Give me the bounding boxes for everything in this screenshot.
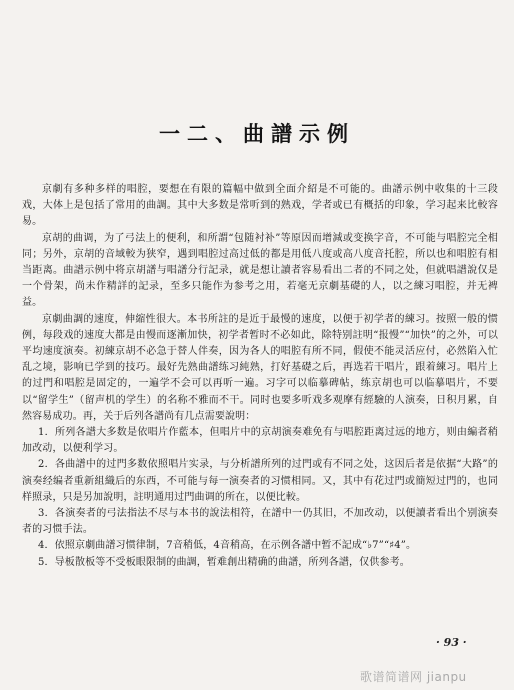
page-number: · 93 · bbox=[436, 636, 467, 649]
paragraph-tempo: 京劇曲調的速度，伸縮性很大。本书所註的是近于最慢的速度，以便于初学者的練习。按照一般的惯例，每段戏的速度大都是由慢而逐漸加快，初学者暂时不必如此，除特别註明“报慢”“加快”的之外，可以平均速度演奏。初練京胡不必急于替人伴奏，因为各人的唱腔有所不同，假使不能灵活应付，必然陷入忙乱之境，影响已学到的技巧。最好先熟曲譜练习純熟，打好基礎之后，再选若干唱片，跟着練习。唱片上的过門和唱腔是固定的，一遍学不会可以再听一遍。习字可以临摹碑帖，练京胡也可以临摹唱片，不要以“留学生”（留声机的学生）的名称不雅而不干。同时也要多听戏多观摩有經驗的人演奏，日积月累，自然容易成功。再，关于后列各譜尚有几点需要說明： bbox=[22, 313, 498, 422]
note-item-4: 4．依照京劇曲譜习惯律制，7音稍低，4音稍高，在示例各譜中暂不記成“♭7”“♯4”。 bbox=[38, 540, 417, 552]
note-item-3: 3．各演奏者的弓法指法不尽与本书的說法相符，在譜中一仍其旧，不加改动，以便讀者看出个别演奏者的习惯手法。 bbox=[22, 508, 498, 536]
note-item-5: 5．导板散板等不受板眼限制的曲調，暂难創出精确的曲譜，所列各譜，仅供参考。 bbox=[38, 556, 410, 568]
note-item-1: 1．所列各譜大多数是依唱片作藍本，但唱片中的京胡演奏难免有与唱腔距离过远的地方，则由編者稍加改动，以便利学习。 bbox=[22, 427, 498, 455]
paragraph-intro: 京劇有多种多样的唱腔，要想在有限的篇幅中做到全面介紹是不可能的。曲譜示例中收集的十三段戏，大体上是包括了常用的曲調。其中大多数是常听到的熟戏，学者或已有概括的印象，学习起来比較容易。 bbox=[22, 184, 498, 228]
note-item-2: 2．各曲譜中的过門多数依照唱片实录，与分析譜所列的过門或有不同之处，这因后者是依据“大路”的演奏经编者重新組織后的东西，不可能与每一演奏者的习惯相同。又，其中有花过門或簡短过門的，也同样照录，只是另加說明，註明通用过門曲调的所在，以便比較。 bbox=[22, 459, 498, 503]
paragraph-jinghu: 京胡的曲调，为了弓法上的便利，和所謂“包随衬补”等原因而增減或变换字音，不可能与唱腔完全相同；另外，京胡的音域較为狭窄，遇到唱腔过高过低的都是用低八度或高八度音托腔，所以也和唱腔有相当距离。曲譜示例中将京胡譜与唱譜分行記录，就是想让讀者容易看出二者的不同之处，但就唱譜說仅是一个骨架，尚未作精詳的記录，至多只能作为参考之用，若毫无京劇基礎的人，以之練习唱腔，并无裨益。 bbox=[22, 232, 498, 309]
section-title: 一二、曲譜示例 bbox=[159, 121, 355, 146]
site-watermark: 歌谱简谱网 jianpu bbox=[360, 670, 467, 684]
body-text bbox=[22, 182, 498, 571]
